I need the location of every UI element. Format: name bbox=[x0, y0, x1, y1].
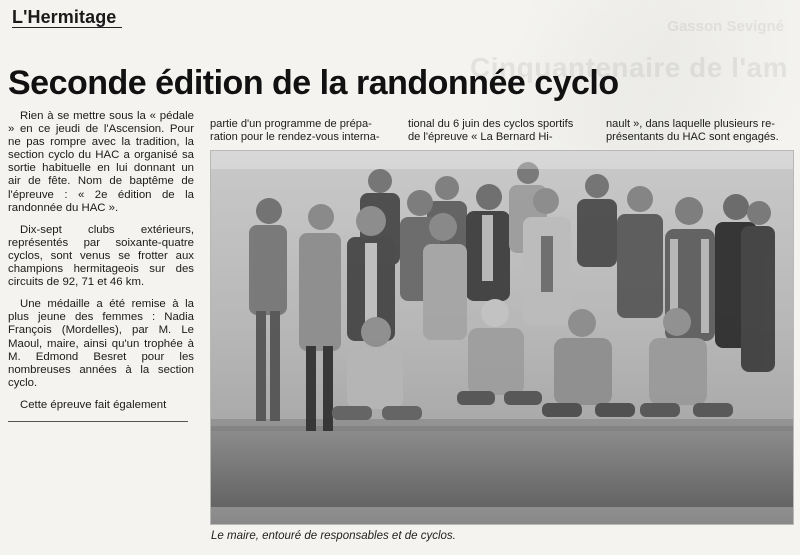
continuation-column-2 bbox=[210, 118, 380, 144]
group-photo bbox=[210, 150, 794, 525]
faded-adjacent-heading-large: Cinquantenaire de l'am bbox=[470, 52, 788, 83]
continuation-column-2-line-2: ration pour le rendez-vous interna- bbox=[210, 131, 380, 143]
article-first-column bbox=[8, 110, 194, 422]
column-divider-rule bbox=[8, 421, 188, 422]
article-paragraph-1: Rien à se mettre sous la « pédale » en ce jeudi de l'Ascension. Pour ne pas rompre avec la tradition, la section cyclo du HAC a organisé sa sortie habituelle en lui donnant un air de fête. Nom de baptême de l'épreuve : « 2e édition de la randonnée du HAC ». bbox=[8, 110, 194, 214]
continuation-column-3-line-1: tional du 6 juin des cyclos sportifs bbox=[408, 118, 574, 130]
photo-caption: Le maire, entouré de responsables et de cyclos. bbox=[211, 530, 456, 542]
section-header bbox=[12, 8, 122, 28]
continuation-column-3-line-2: de l'épreuve « La Bernard Hi- bbox=[408, 131, 553, 143]
article-headline: Seconde édition de la randonnée cyclo bbox=[8, 64, 619, 102]
continuation-column-3 bbox=[408, 118, 574, 144]
article-continuation-fragments bbox=[210, 118, 792, 148]
group-photo-illustration bbox=[211, 151, 793, 524]
continuation-column-4 bbox=[606, 118, 792, 144]
faded-adjacent-heading-small: Gasson Sevigné bbox=[667, 18, 784, 35]
continuation-column-2-line-1: partie d'un programme de prépa- bbox=[210, 118, 372, 130]
article-paragraph-4: Cette épreuve fait également bbox=[20, 398, 167, 411]
section-title: L'Hermitage bbox=[12, 7, 117, 27]
continuation-column-4-line-2: présentants du HAC sont engagés. bbox=[606, 131, 779, 143]
continuation-column-4-line-1: nault », dans laquelle plusieurs re- bbox=[606, 118, 775, 130]
article-paragraph-2: Dix-sept clubs extérieurs, représentés par soixante-quatre cyclos, sont venus se frotter aux champions hermitageois sur des circuits de 92, 71 et 46 km. bbox=[8, 223, 194, 289]
article-paragraph-3: Une médaille a été remise à la plus jeune des femmes : Nadia François (Mordelles), par M. Le Maoul, maire, ainsi qu'un trophée à M. Edmond Besret pour les nombreuses années à la section cyclo. bbox=[8, 298, 194, 389]
